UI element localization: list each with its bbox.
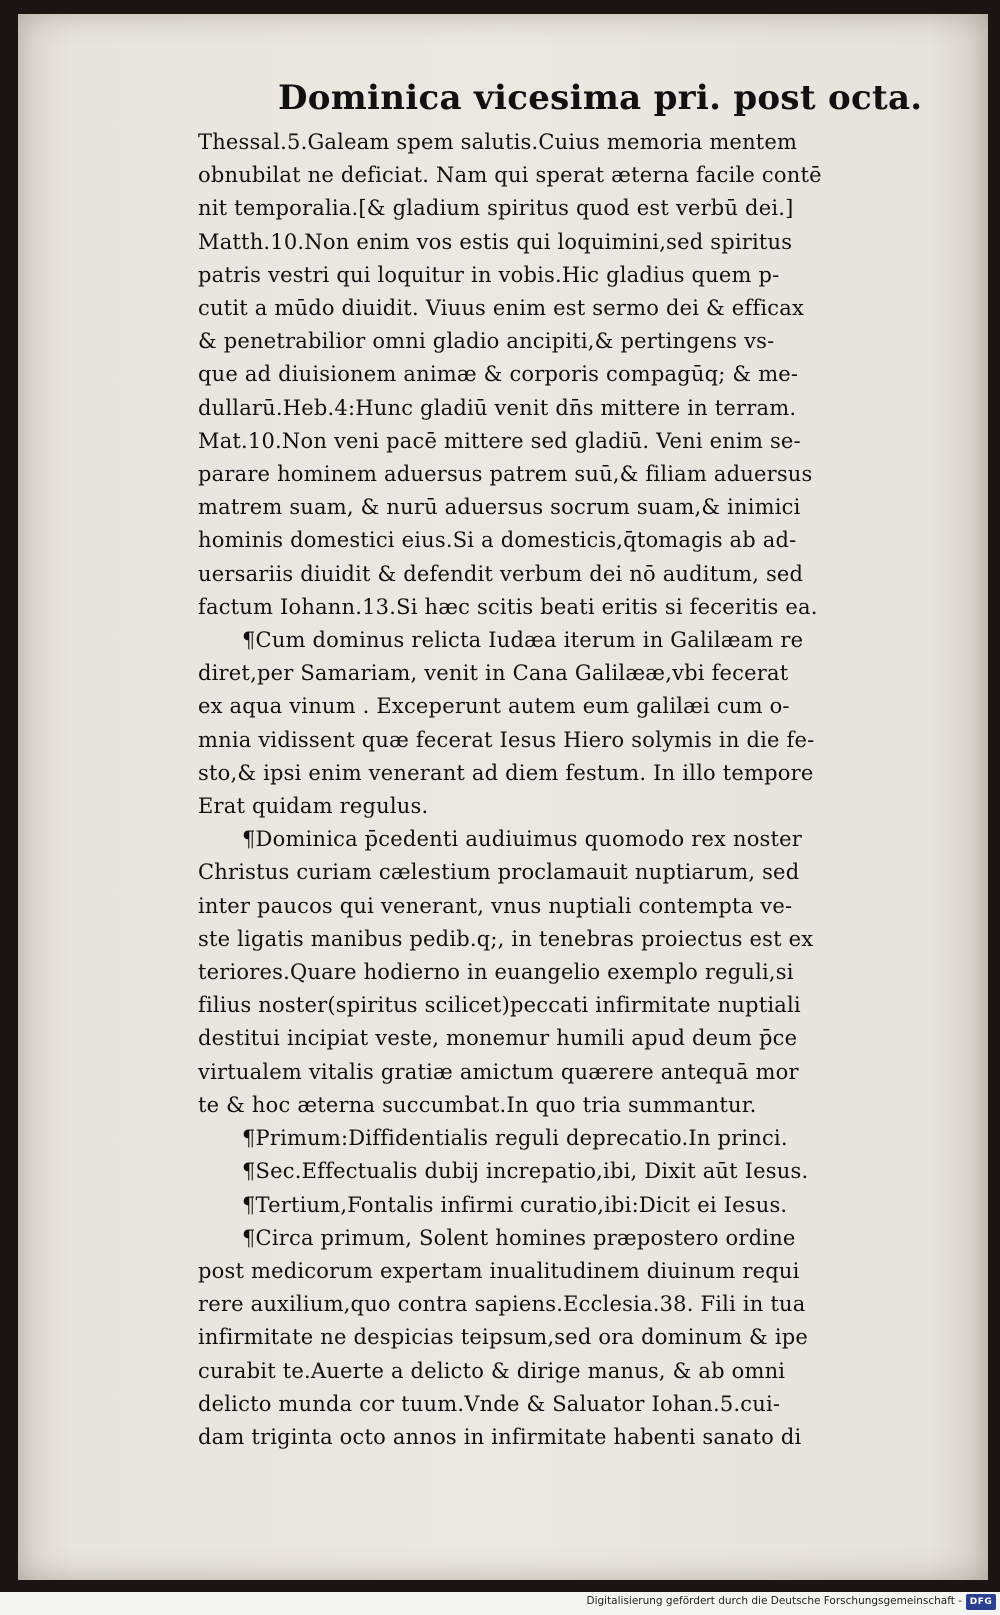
running-head: Dominica vicesima pri. post octa. [278,78,923,118]
text-line: que ad diuisionem animæ & corporis compagūq; & me- [198,362,799,387]
text-line: matrem suam, & nurū aduersus socrum suam,& inimici [198,495,801,520]
text-line: filius noster(spiritus scilicet)peccati infirmitate nuptiali [198,993,801,1018]
text-line: teriores.Quare hodierno in euangelio exemplo reguli,si [198,960,794,985]
text-line: post medicorum expertam inualitudinem diuinum requi [198,1258,800,1283]
text-line: te & hoc æterna succumbat.In quo tria summantur. [198,1092,757,1117]
page-content [198,76,948,1454]
text-line: ¶Circa primum, Solent homines præpostero ordine [242,1225,796,1250]
funding-note: Digitalisierung gefördert durch die Deutsche Forschungsgemeinschaft - [586,1595,962,1607]
text-line: destitui incipiat veste, monemur humili apud deum p̄ce [198,1026,798,1051]
text-line: inter paucos qui venerant, vnus nuptiali contempta ve- [198,893,793,918]
text-line: diret,per Samariam, venit in Cana Galilææ,vbi fecerat [198,661,789,686]
text-line: Thessal.5.Galeam spem salutis.Cuius memoria mentem [198,130,798,154]
book-page [18,14,988,1580]
text-line: ¶Primum:Diffidentialis reguli deprecatio.In princi. [242,1126,788,1151]
text-line: rere auxilium,quo contra sapiens.Ecclesia.38. Fili in tua [198,1292,806,1317]
text-line: virtualem vitalis gratiæ amictum quærere antequā mor [198,1059,799,1084]
text-line: uersariis diuidit & defendit verbum dei nō auditum, sed [198,561,804,586]
text-line: ¶Tertium,Fontalis infirmi curatio,ibi:Dicit ei Iesus. [242,1192,788,1217]
text-line: ¶Sec.Effectualis dubij increpatio,ibi, Dixit aūt Iesus. [242,1159,809,1184]
text-block [198,126,948,1454]
text-line: infirmitate ne despicias teipsum,sed ora dominum & ipe [198,1325,809,1350]
text-line: curabit te.Auerte a delicto & dirige manus, & ab omni [198,1358,786,1383]
text-line: dullarū.Heb.4:Hunc gladiū venit dn̄s mittere in terram. [198,395,797,420]
text-line: ste ligatis manibus pedib.q;, in tenebras proiectus est ex [198,926,814,951]
text-line: mnia vidissent quæ fecerat Iesus Hiero solymis in die fe- [198,727,815,752]
text-line: ¶Dominica p̄cedenti audiuimus quomodo rex noster [242,827,803,852]
text-line: Matth.10.Non enim vos estis qui loquimini,sed spiritus [198,229,793,254]
footer-bar [0,1592,1000,1615]
text-line: nit temporalia.[& gladium spiritus quod est verbū dei.] [198,196,794,221]
text-line: & penetrabilior omni gladio ancipiti,& pertingens vs- [198,329,775,354]
text-line: factum Iohann.13.Si hæc scitis beati eritis si feceritis ea. [198,594,818,619]
text-line: hominis domestici eius.Si a domesticis,q̄tomagis ab ad- [198,528,797,553]
text-line: delicto munda cor tuum.Vnde & Saluator Iohan.5.cui- [198,1391,781,1416]
dfg-logo-icon: DFG [966,1594,996,1610]
text-line: ex aqua vinum . Exceperunt autem eum galilæi cum o- [198,694,790,719]
text-line: sto,& ipsi enim venerant ad diem festum. In illo tempore [198,760,814,785]
text-line: dam triginta octo annos in infirmitate habenti sanato di [198,1424,802,1449]
text-line: obnubilat ne deficiat. Nam qui sperat æterna facile contē [198,163,822,188]
text-line: parare hominem aduersus patrem suū,& filiam aduersus [198,462,813,487]
text-line: Erat quidam regulus. [198,794,429,819]
text-line: ¶Cum dominus relicta Iudæa iterum in Galilæam re [242,628,804,653]
text-line: Mat.10.Non veni pacē mittere sed gladiū. Veni enim se- [198,428,801,453]
text-line: patris vestri qui loquitur in vobis.Hic gladius quem p- [198,262,780,287]
text-line: cutit a mūdo diuidit. Viuus enim est sermo dei & efficax [198,296,805,321]
text-line: Christus curiam cælestium proclamauit nuptiarum, sed [198,860,800,885]
